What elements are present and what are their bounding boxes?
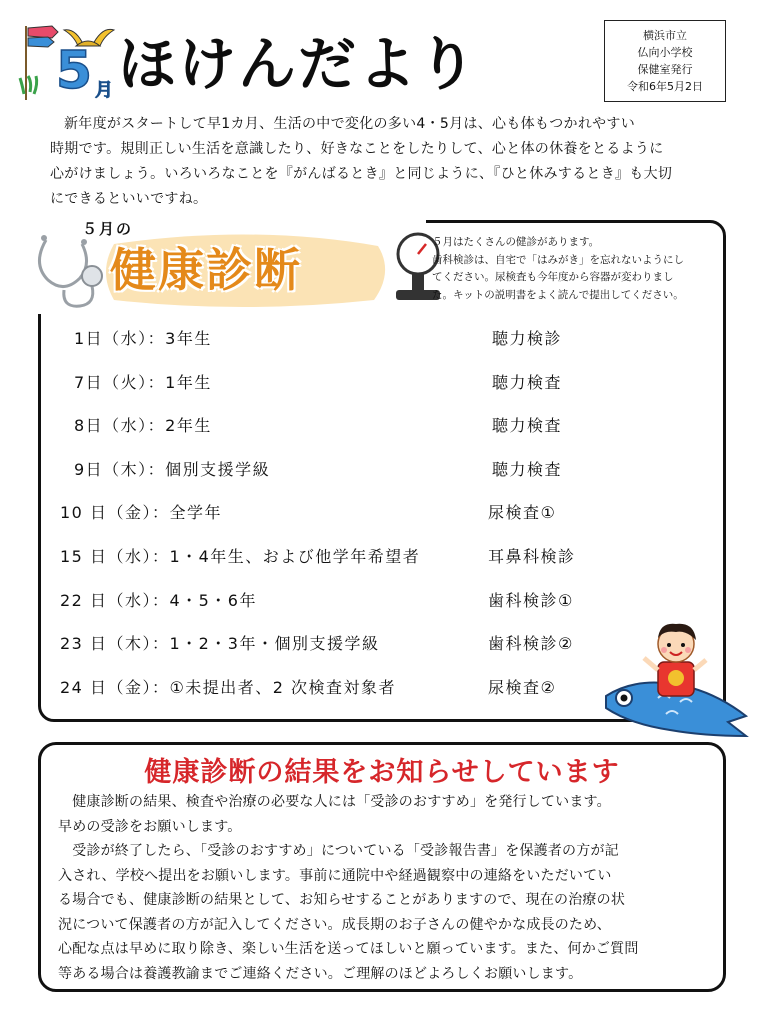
schedule-check: 聴力検診 (492, 329, 563, 348)
schedule-date: 22 日（水）：4・5・6年 (60, 590, 257, 610)
issue-date: 令和6年5月2日 (627, 80, 703, 93)
schedule-date: 1日（水）：3年生 (74, 329, 212, 348)
stethoscope-icon (39, 235, 102, 306)
note-line: てください。尿検査も今年度から容器が変わりまし (432, 271, 674, 283)
schedule-row (60, 453, 660, 497)
child-on-carp-illustration (600, 618, 750, 746)
results-line: 早めの受診をお願いします。 (58, 818, 242, 835)
results-line: る場合でも、健康診断の結果として、お知らせすることがありますので、現在の治療の状 (58, 892, 626, 908)
schedule-date: 15 日（水）：1・4年生、および他学年希望者 (60, 546, 421, 566)
health-check-subtitle: ５月の (82, 220, 134, 238)
issuer-school: 仏向小学校 (637, 46, 693, 59)
results-line: 等ある場合は養護教諭までご連絡ください。ご理解のほどよろしくお願いします。 (58, 965, 583, 982)
intro-line: 心がけましょう。いろいろなことを『がんばるとき』と同じように、『ひと休みするとき』も大切 (50, 166, 673, 182)
schedule-date: 24 日（金）：①未提出者、2 次検査対象者 (60, 677, 397, 697)
schedule-check: 聴力検査 (492, 416, 563, 436)
newsletter-title: ほけんだより (118, 30, 479, 98)
intro-line: 時期です。規則正しい生活を意識したり、好きなことをしたりして、心と体の休養をとるように (50, 141, 664, 157)
intro-paragraph (50, 112, 730, 212)
schedule-row (60, 671, 660, 715)
results-line: 況について保護者の方が記入してください。成長期のお子さんの健やかな成長のため、 (58, 916, 611, 933)
schedule-row (60, 496, 660, 540)
schedule-check: 尿検査① (488, 503, 557, 523)
schedule-row (60, 584, 660, 628)
results-line: 健康診断の結果、検査や治療の必要な人には「受診のおすすめ」を発行しています。 (58, 794, 611, 810)
results-body (58, 790, 722, 986)
schedule-check: 尿検査② (488, 677, 557, 697)
schedule-row (60, 627, 660, 671)
health-check-schedule (60, 322, 660, 714)
month-badge-suffix: 月 (95, 80, 113, 101)
issuer-office: 保健室発行 (637, 63, 693, 76)
results-title: 健康診断の結果をお知らせしています (144, 757, 620, 788)
carp-streamer-month-badge (18, 22, 118, 102)
schedule-check: 聴力検査 (492, 459, 563, 479)
note-line: た。キットの説明書をよく読んで提出してください。 (432, 288, 684, 301)
issuer-box (604, 20, 726, 102)
schedule-date: 7日（火）：1年生 (74, 372, 212, 392)
schedule-check: 耳鼻科検診 (488, 546, 576, 566)
note-line: 歯科検診は、自宅で「はみがき」を忘れないようにし (432, 253, 684, 266)
schedule-row (60, 540, 660, 584)
results-line: 入され、学校へ提出をお願いします。事前に通院中や経過観察中の連絡をいただいてい (58, 867, 612, 884)
results-line: 受診が終了したら、「受診のおすすめ」についている「受診報告書」を保護者の方が記 (58, 843, 619, 859)
schedule-date: 9日（木）：個別支援学級 (74, 459, 271, 479)
intro-line: にできるといいですね。 (50, 191, 208, 207)
intro-line: 新年度がスタートして早1カ月、生活の中で変化の多い4・5月は、心も体もつかれやすい (64, 116, 636, 132)
health-check-note (432, 234, 722, 304)
month-badge-number: 5 (55, 41, 93, 101)
schedule-row (60, 409, 660, 453)
schedule-row (60, 322, 660, 366)
schedule-date: 23 日（木）：1・2・3年・個別支援学級 (60, 634, 380, 654)
schedule-date: 10 日（金）：全学年 (60, 503, 222, 523)
schedule-date: 8日（水）：2年生 (74, 416, 212, 436)
schedule-check: 歯科検診① (488, 590, 574, 610)
schedule-check: 歯科検診② (488, 634, 574, 654)
schedule-row (60, 366, 660, 410)
health-check-title: 健康診断 (110, 243, 302, 297)
results-line: 心配な点は早めに取り除き、楽しい生活を送ってほしいと願っています。また、何かご質問 (58, 941, 639, 957)
note-line: ５月はたくさんの健診があります。 (432, 236, 600, 248)
schedule-check: 聴力検査 (492, 372, 563, 392)
issuer-city: 横浜市立 (643, 29, 687, 42)
